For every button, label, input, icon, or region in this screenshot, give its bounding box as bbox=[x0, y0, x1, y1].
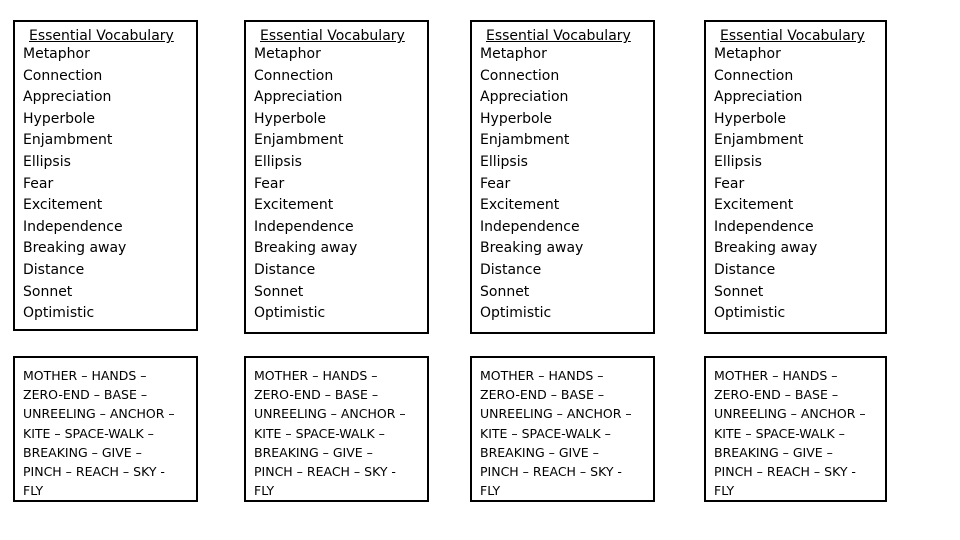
word-chain-text: MOTHER – HANDS – ZERO-END – BASE – UNREELING – ANCHOR – KITE – SPACE-WALK – BREAKING – GIVE – PINCH – REACH – SKY - FLY bbox=[714, 368, 866, 499]
vocab-term: Appreciation bbox=[254, 89, 343, 106]
vocab-term: Fear bbox=[714, 175, 745, 192]
vocab-term: Independence bbox=[254, 218, 354, 235]
vocab-term: Appreciation bbox=[714, 89, 803, 106]
word-chain-text: MOTHER – HANDS – ZERO-END – BASE – UNREELING – ANCHOR – KITE – SPACE-WALK – BREAKING – GIVE – PINCH – REACH – SKY - FLY bbox=[480, 368, 632, 499]
vocab-term: Connection bbox=[714, 67, 794, 84]
vocab-term: Independence bbox=[714, 218, 814, 235]
vocab-term: Sonnet bbox=[714, 283, 764, 300]
words-card-3 bbox=[470, 356, 655, 502]
vocab-term: Metaphor bbox=[714, 46, 781, 62]
vocab-term: Enjambment bbox=[480, 132, 570, 149]
vocab-term: Optimistic bbox=[23, 305, 95, 322]
vocab-term: Appreciation bbox=[23, 89, 112, 106]
vocab-card-1 bbox=[13, 20, 198, 331]
vocab-term: Distance bbox=[480, 261, 542, 278]
vocab-card-3 bbox=[470, 20, 655, 334]
vocab-term: Enjambment bbox=[714, 132, 804, 149]
vocab-term: Fear bbox=[480, 175, 511, 192]
vocab-term: Excitement bbox=[714, 197, 794, 214]
vocab-term: Excitement bbox=[254, 197, 334, 214]
vocab-card-2 bbox=[244, 20, 429, 334]
vocab-list bbox=[254, 44, 419, 325]
vocab-title: Essential Vocabulary bbox=[260, 28, 405, 44]
vocab-list bbox=[480, 44, 645, 325]
vocab-term: Ellipsis bbox=[480, 153, 528, 170]
vocab-term: Hyperbole bbox=[480, 110, 553, 127]
vocab-term: Distance bbox=[714, 261, 776, 278]
vocab-term: Metaphor bbox=[254, 46, 321, 62]
vocab-term: Metaphor bbox=[480, 46, 547, 62]
vocab-term: Sonnet bbox=[23, 283, 73, 300]
vocab-term: Appreciation bbox=[480, 89, 569, 106]
vocab-term: Breaking away bbox=[480, 240, 584, 257]
vocab-term: Distance bbox=[254, 261, 316, 278]
vocab-term: Fear bbox=[23, 175, 54, 192]
vocab-term: Optimistic bbox=[714, 305, 786, 322]
vocab-term: Breaking away bbox=[714, 240, 818, 257]
vocab-list bbox=[714, 44, 877, 325]
vocab-term: Excitement bbox=[480, 197, 560, 214]
words-card-4 bbox=[704, 356, 887, 502]
vocab-term: Optimistic bbox=[254, 305, 326, 322]
vocab-term: Ellipsis bbox=[714, 153, 762, 170]
vocab-term: Connection bbox=[480, 67, 560, 84]
words-card-1 bbox=[13, 356, 198, 502]
vocab-term: Optimistic bbox=[480, 305, 552, 322]
word-chain-text: MOTHER – HANDS – ZERO-END – BASE – UNREELING – ANCHOR – KITE – SPACE-WALK – BREAKING – GIVE – PINCH – REACH – SKY - FLY bbox=[254, 368, 406, 499]
vocab-title: Essential Vocabulary bbox=[29, 28, 174, 44]
vocab-term: Enjambment bbox=[23, 132, 113, 149]
vocab-term: Connection bbox=[23, 67, 103, 84]
vocab-term: Hyperbole bbox=[254, 110, 327, 127]
vocab-term: Enjambment bbox=[254, 132, 344, 149]
vocab-term: Breaking away bbox=[254, 240, 358, 257]
vocab-term: Breaking away bbox=[23, 240, 127, 257]
words-card-2 bbox=[244, 356, 429, 502]
vocab-card-4 bbox=[704, 20, 887, 334]
vocab-term: Sonnet bbox=[254, 283, 304, 300]
vocab-term: Independence bbox=[480, 218, 580, 235]
vocab-term: Ellipsis bbox=[254, 153, 302, 170]
vocab-term: Hyperbole bbox=[714, 110, 787, 127]
vocab-term: Connection bbox=[254, 67, 334, 84]
vocab-title: Essential Vocabulary bbox=[486, 28, 631, 44]
word-chain-text: MOTHER – HANDS – ZERO-END – BASE – UNREELING – ANCHOR – KITE – SPACE-WALK – BREAKING – GIVE – PINCH – REACH – SKY - FLY bbox=[23, 368, 175, 499]
vocab-term: Metaphor bbox=[23, 46, 90, 62]
vocab-term: Hyperbole bbox=[23, 110, 96, 127]
vocab-title: Essential Vocabulary bbox=[720, 28, 865, 44]
vocab-term: Fear bbox=[254, 175, 285, 192]
vocab-term: Sonnet bbox=[480, 283, 530, 300]
vocab-list bbox=[23, 44, 188, 325]
vocab-term: Ellipsis bbox=[23, 153, 71, 170]
vocab-term: Distance bbox=[23, 261, 85, 278]
vocab-term: Independence bbox=[23, 218, 123, 235]
vocab-term: Excitement bbox=[23, 197, 103, 214]
